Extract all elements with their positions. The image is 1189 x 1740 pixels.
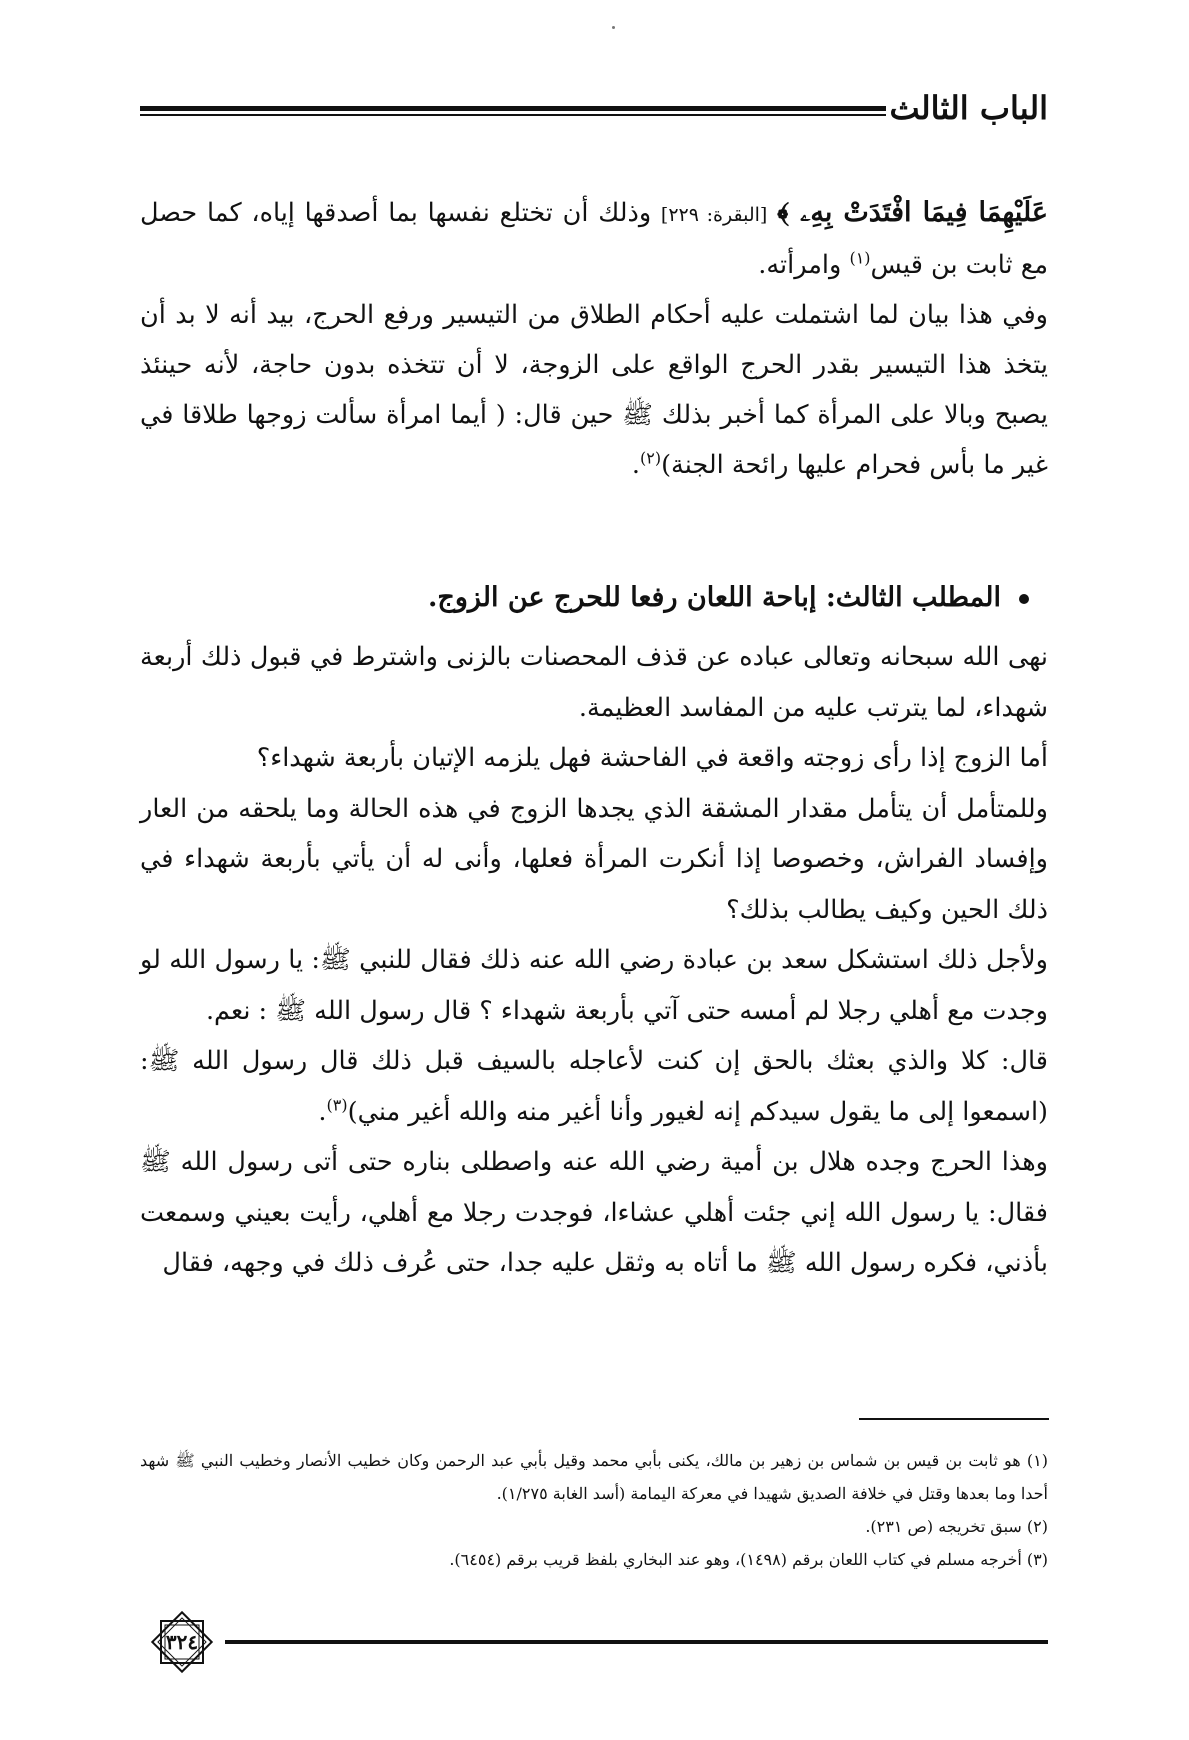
paragraph-1-end: وامرأته. [758,250,850,280]
paragraph-6: ولأجل ذلك استشكل سعد بن عبادة رضي الله عنه ذلك فقال للنبي ﷺ: يا رسول الله لو وجدت مع أهلي رجلا لم أمسه حتى آتي بأربعة شهداء ؟ قال رسول الله ﷺ : نعم. [140,945,1048,1026]
header-rule [140,106,886,111]
quran-verse: عَلَيْهِمَا فِيمَا افْتَدَتْ بِهِۦ ﴾ [777,197,1048,228]
paragraph-7-text: قال: كلا والذي بعثك بالحق إن كنت لأعاجله بالسيف قبل ذلك قال رسول الله ﷺ: (اسمعوا إلى ما يقول سيدكم إنه لغيور وأنا أغير منه والله أغير مني) [140,1046,1048,1127]
paragraph-4: أما الزوج إذا رأى زوجته واقعة في الفاحشة فهل يلزمه الإتيان بأربعة شهداء؟ [256,743,1048,773]
footnotes [140,1444,1048,1576]
footnote-marker-3[interactable]: (٣) [326,1095,348,1114]
paragraph-1-text: وذلك أن تختلع نفسها بما أصدقها إياه، كما حصل مع ثابت بن قيس [140,198,1048,280]
header-rule-thin [140,114,886,116]
footnote-3: (٣) أخرجه مسلم في كتاب اللعان برقم (١٤٩٨)، وهو عند البخاري بلفظ قريب برقم (٦٤٥٤). [449,1550,1048,1569]
paragraph-2-text: وفي هذا بيان لما اشتملت عليه أحكام الطلاق من التيسير ورفع الحرج، بيد أنه لا بد أن يتخذ هذا التيسير بقدر الحرج الواقع على الزوجة، لا أن تتخذه بدون حاجة، لأنه حينئذ يصبح وبالا على المرأة كما أخبر بذلك ﷺ حين قال: ( أيما امرأة سألت زوجها طلاقا في غير ما بأس فحرام عليها رائحة الجنة) [140,300,1048,480]
footer-rule [225,1640,1048,1644]
footnote-marker-1[interactable]: (١) [849,248,871,268]
footnote-2: (٢) سبق تخريجه (ص ٢٣١). [865,1517,1048,1536]
scan-dot [612,26,615,29]
paragraph-1 [140,188,1048,290]
chapter-title: الباب الثالث [889,89,1048,127]
paragraph-3: نهى الله سبحانه وتعالى عباده عن قذف المحصنات بالزنى واشترط في قبول ذلك أربعة شهداء، لما يترتب عليه من المفاسد العظيمة. [140,642,1048,723]
paragraph-7-end: . [318,1096,327,1127]
paragraph-8: وهذا الحرج وجده هلال بن أمية رضي الله عنه واصطلى بناره حتى أتى رسول الله ﷺ فقال: يا رسول الله إني جئت أهلي عشاءا، فوجدت رجلا مع أهلي، رأيت بعيني وسمعت بأذني، فكره رسول الله ﷺ ما أتاه به وثقل عليه جدا، حتى عُرف ذلك في وجهه، فقال [140,1147,1048,1278]
body-text-2 [140,632,1048,1289]
page-header [140,88,1048,128]
page-number-badge [145,1605,219,1679]
bullet-icon [1019,594,1029,604]
paragraph-2-end: . [631,450,641,480]
paragraph-5: وللمتأمل أن يتأمل مقدار المشقة الذي يجدها الزوج في هذه الحالة وما يلحقه من العار وإفساد الفراش، وخصوصا إذا أنكرت المرأة فعلها، وأنى له أن يأتي بأربعة شهداء في ذلك الحين وكيف يطالب بذلك؟ [140,793,1048,925]
body-text [140,188,1048,490]
verse-reference: [البقرة: ٢٢٩] [660,204,768,226]
footnote-separator [859,1418,1049,1420]
footnote-marker-2[interactable]: (٢) [640,448,662,468]
section-heading [428,578,1029,618]
section-heading-text: المطلب الثالث: إباحة اللعان رفعا للحرج عن الزوج. [428,582,1001,613]
footnote-1: (١) هو ثابت بن قيس بن شماس بن زهير بن مالك، يكنى بأبي محمد وقيل بأبي عبد الرحمن وكان خطيب الأنصار وخطيب النبي ﷺ شهد أحدا وما بعدها وقتل في خلافة الصديق شهيدا في معركة اليمامة (أسد الغابة ١/٢٧٥). [140,1451,1048,1503]
paragraph-7 [140,1036,1048,1137]
paragraph-2 [140,290,1048,490]
page-number: ٣٢٤ [165,1630,199,1654]
